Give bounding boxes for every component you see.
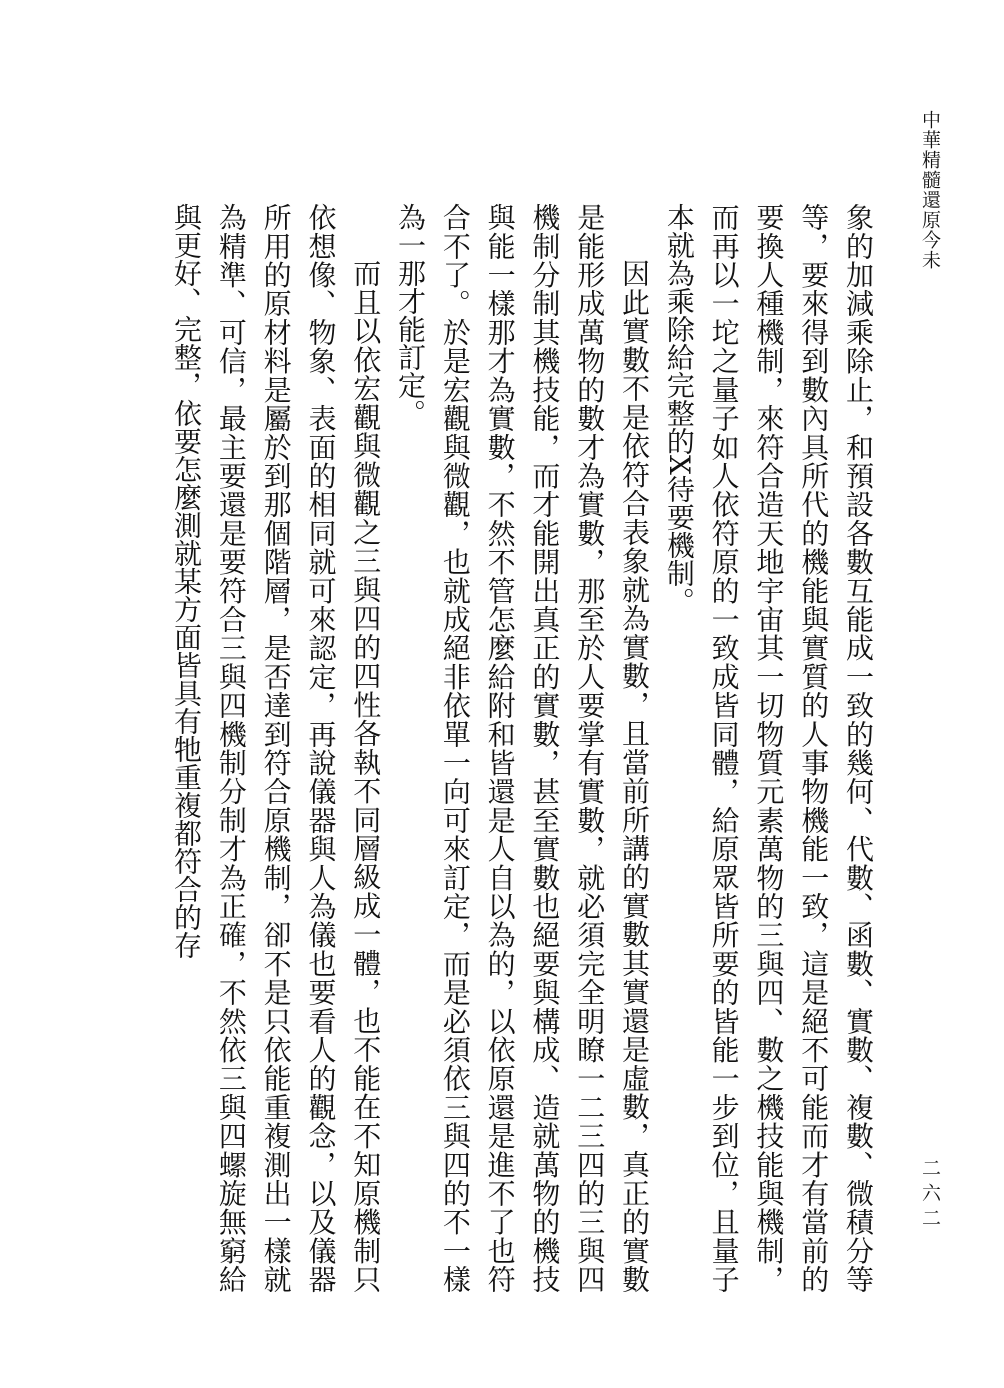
running-title: 中華精髓還原今未: [919, 110, 941, 270]
paragraph-1: 象的加減乘除止，和預設各數互能成一致的幾何、代數、函數、實數、複數、微積分等等，要來得到數內具所代的機能與實質的人事物機能一致，這是絕不可能而才有當前的要換人種機制，來符合造天地宇宙其一切物質元素萬物的三與四、數之機技能與機制，而再以一坨之量子如人依符原的一致成皆同體，給原眾皆所要的皆能一步到位，且量子本就為乘除給完整的X待要機制。: [662, 203, 875, 1293]
page-number: 二六二: [919, 1158, 941, 1233]
paragraph-3: 而且以依宏觀與微觀之三與四的四性各執不同層級成一體，也不能在不知原機制只依想像、物象、表面的相同就可來認定，再說儀器與人為儀也要看人的觀念，以及儀器所用的原材料是屬於到那個階層，是否達到符合原機制，卻不是只依能重複測出一樣就為精準、可信，最主要還是要符合三與四機制分制才為正確，不然依三與四螺旋無窮給與更好、完整，依要怎麼測就某方面皆具有牠重複都符合的存: [170, 203, 383, 1293]
body-text: [120, 203, 880, 1293]
paragraph-2: 因此實數不是依符合表象就為實數，且當前所講的實數其實還是虛數，真正的實數是能形成萬物的數才為實數，那至於人要掌有實數，就必須完全明瞭一二三四的三與四機制分制其機技能，而才能開出真正的實數，甚至實數也絕要與構成、造就萬物的機技與能一樣那才為實數，不然不管怎麼給附和皆還是人自以為的，以依原還是進不了也符合不了。於是宏觀與微觀，也就成絕非依單一向可來訂定，而是必須依三與四的不一樣為一那才能訂定。: [394, 203, 652, 1293]
